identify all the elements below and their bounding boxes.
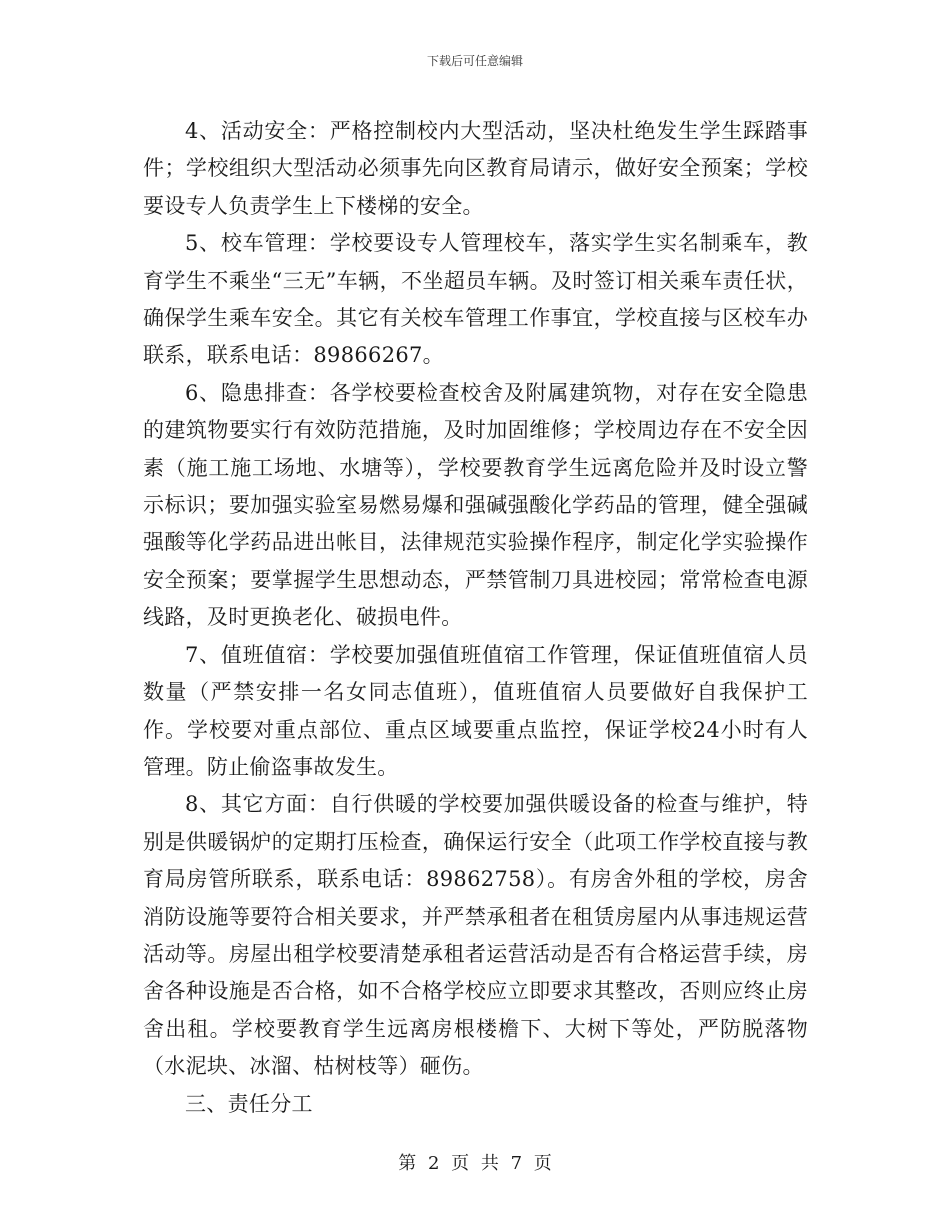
paragraph-hazard-inspection: 6、隐患排查：各学校要检查校舍及附属建筑物，对存在安全隐患的建筑物要实行有效防范措施，及时加固维修；学校周边存在不安全因素（施工施工场地、水塘等），学校要教育学生远离危险并及时设立警示标识；要加强实验室易燃易爆和强碱强酸化学药品的管理，健全强碱强酸等化学药品进出帐目，法律规范实验操作程序，制定化学实验操作安全预案；要掌握学生思想动态，严禁管制刀具进校园；常常检查电源线路，及时更换老化、破损电件。	[143, 380, 808, 630]
paragraph-school-bus: 5、校车管理：学校要设专人管理校车，落实学生实名制乘车，教育学生不乘坐“三无”车辆，不坐超员车辆。及时签订相关乘车责任状，确保学生乘车安全。其它有关校车管理工作事宜，学校直接与区校车办联系，联系电话：89866267。	[143, 231, 808, 368]
page-number-footer: 第 2 页 共 7 页	[398, 1153, 552, 1174]
page-header-note: 下载后可任意编辑	[426, 54, 523, 68]
paragraph-other-aspects: 8、其它方面：自行供暖的学校要加强供暖设备的检查与维护，特别是供暖锅炉的定期打压检查，确保运行安全（此项工作学校直接与教育局房管所联系，联系电话：89862758）。有房舍外租的学校，房舍消防设施等要符合相关要求，并严禁承租者在租赁房屋内从事违规运营活动等。房屋出租学校要清楚承租者运营活动是否有合格运营手续，房舍各种设施是否合格，如不合格学校应立即要求其整改，否则应终止房舍出租。学校要教育学生远离房根楼檐下、大树下等处，严防脱落物（水泥块、冰溜、枯树枝等）砸伤。	[143, 792, 808, 1079]
section-heading-responsibilities: 三、责任分工	[185, 1091, 313, 1116]
paragraph-activity-safety: 4、活动安全：严格控制校内大型活动，坚决杜绝发生学生踩踏事件；学校组织大型活动必须事先向区教育局请示，做好安全预案；学校要设专人负责学生上下楼梯的安全。	[143, 119, 808, 218]
document-body	[143, 113, 808, 1123]
paragraph-duty-shift: 7、值班值宿：学校要加强值班值宿工作管理，保证值班值宿人员数量（严禁安排一名女同志值班），值班值宿人员要做好自我保护工作。学校要对重点部位、重点区域要重点监控，保证学校24小时有人管理。防止偷盗事故发生。	[143, 642, 808, 779]
